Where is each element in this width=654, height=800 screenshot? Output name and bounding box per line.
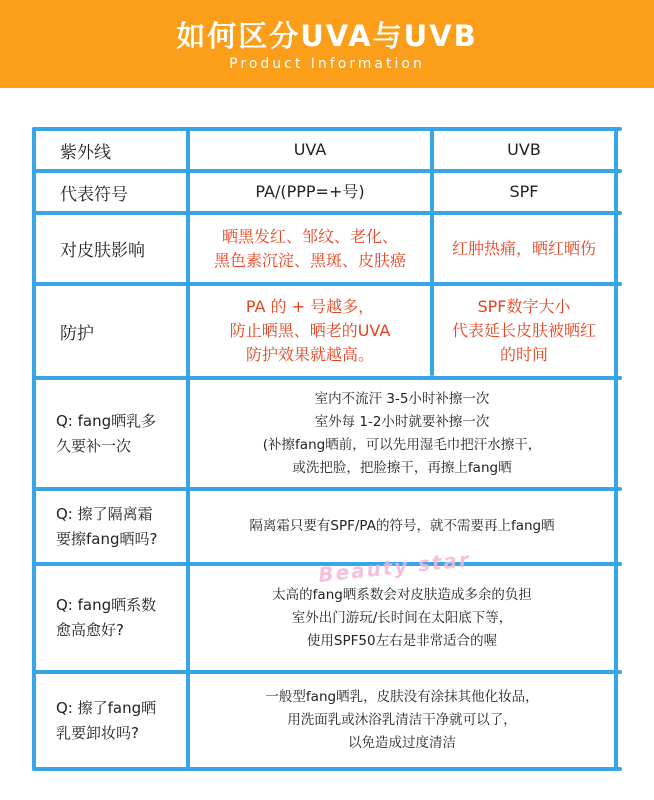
faq-answer-cell — [190, 491, 614, 562]
faq-answer-line: 使用SPF50左右是非常适合的喔 — [306, 632, 498, 649]
faq-answer-line: 用洗面乳或沐浴乳清洁干净就可以了， — [287, 712, 517, 728]
faq-answer-line: 或洗把脸，把脸擦干，再擦上fang晒 — [292, 459, 512, 476]
faq-answer-line: 隔离霜只要有SPF/PA的符号，就不需要再上fang晒 — [249, 518, 555, 534]
protect-uva-line: PA 的 + 号越多， — [245, 297, 375, 316]
faq-question-line: 久要补一次 — [56, 436, 132, 455]
header-uvb-label: UVB — [507, 140, 541, 159]
faq-question-line: Q: fang晒系数 — [56, 596, 157, 614]
symbol-label: 代表符号 — [60, 184, 128, 205]
protect-uva-line: 防护效果就越高。 — [245, 345, 374, 364]
protect-label-cell — [36, 286, 186, 376]
effect-uva-line: 黑色素沉淀、黑斑、皮肤癌 — [213, 250, 406, 270]
header-banner — [0, 0, 654, 88]
faq-question-line: 要擦fang晒吗? — [56, 529, 158, 548]
faq-answer-line: 室外出门游玩/长时间在太阳底下等， — [291, 609, 513, 626]
table-border-right — [614, 127, 618, 771]
watermark: Beauty star — [317, 547, 472, 587]
faq-question-cell — [36, 491, 186, 562]
faq-answer-line: 太高的fang晒系数会对皮肤造成多余的负担 — [272, 586, 532, 603]
table-border-bottom — [32, 767, 622, 771]
faq-question-cell — [36, 674, 186, 767]
protect-uva-cell — [190, 286, 430, 376]
effect-uva-line: 晒黑发红、邹纹、老化、 — [221, 226, 398, 246]
protect-uva-line: 防止晒黑、晒老的UVA — [229, 321, 391, 340]
protect-uvb-cell — [434, 286, 614, 376]
header-uvb-cell — [434, 131, 614, 169]
effect-label: 对皮肤影响 — [60, 241, 145, 261]
protect-uvb-line: 代表延长皮肤被晒红 — [451, 321, 596, 340]
symbol-uvb-value: SPF — [509, 182, 539, 201]
protect-uvb-line: SPF数字大小 — [477, 297, 571, 316]
faq-answer-line: (补擦fang晒前，可以先用湿毛巾把汗水擦干， — [262, 436, 542, 453]
effect-uvb-cell — [434, 215, 614, 282]
faq-answer-line: 室外每 1-2小时就要补擦一次 — [314, 413, 490, 430]
protect-label: 防护 — [60, 323, 94, 344]
faq-answer-line: 以免造成过度清洁 — [348, 735, 456, 751]
header-uv-cell — [36, 131, 186, 169]
banner-title: 如何区分UVA与UVB — [176, 19, 478, 53]
faq-answer-cell — [190, 566, 614, 670]
faq-answer-line: 一般型fang晒乳，皮肤没有涂抹其他化妆品， — [265, 689, 539, 705]
faq-answer-cell — [190, 380, 614, 487]
faq-question-line: Q: 擦了隔离霜 — [56, 504, 153, 523]
symbol-label-cell — [36, 173, 186, 211]
faq-answer-line: 室内不流汗 3-5小时补擦一次 — [314, 390, 490, 407]
effect-label-cell — [36, 215, 186, 282]
header-uva-label: UVA — [293, 140, 327, 159]
comparison-table — [36, 131, 618, 771]
faq-question-cell — [36, 380, 186, 487]
symbol-uva-cell — [190, 173, 430, 211]
faq-question-line: 乳要卸妆吗? — [56, 723, 139, 742]
faq-question-line: Q: fang晒乳多 — [56, 411, 157, 430]
faq-answer-cell — [190, 674, 614, 767]
faq-question-line: Q: 擦了fang晒 — [56, 698, 157, 717]
header-uv-label: 紫外线 — [60, 142, 111, 163]
symbol-uvb-cell — [434, 173, 614, 211]
symbol-uva-value: PA/(PPP=+号) — [255, 182, 365, 201]
protect-uvb-line: 的时间 — [499, 345, 548, 364]
banner-subtitle: Product Information — [229, 56, 425, 72]
effect-uva-cell — [190, 215, 430, 282]
effect-uvb-line: 红肿热痛，晒红晒伤 — [451, 238, 596, 258]
faq-question-cell — [36, 566, 186, 670]
faq-question-line: 愈高愈好? — [56, 621, 124, 639]
header-uva-cell — [190, 131, 430, 169]
